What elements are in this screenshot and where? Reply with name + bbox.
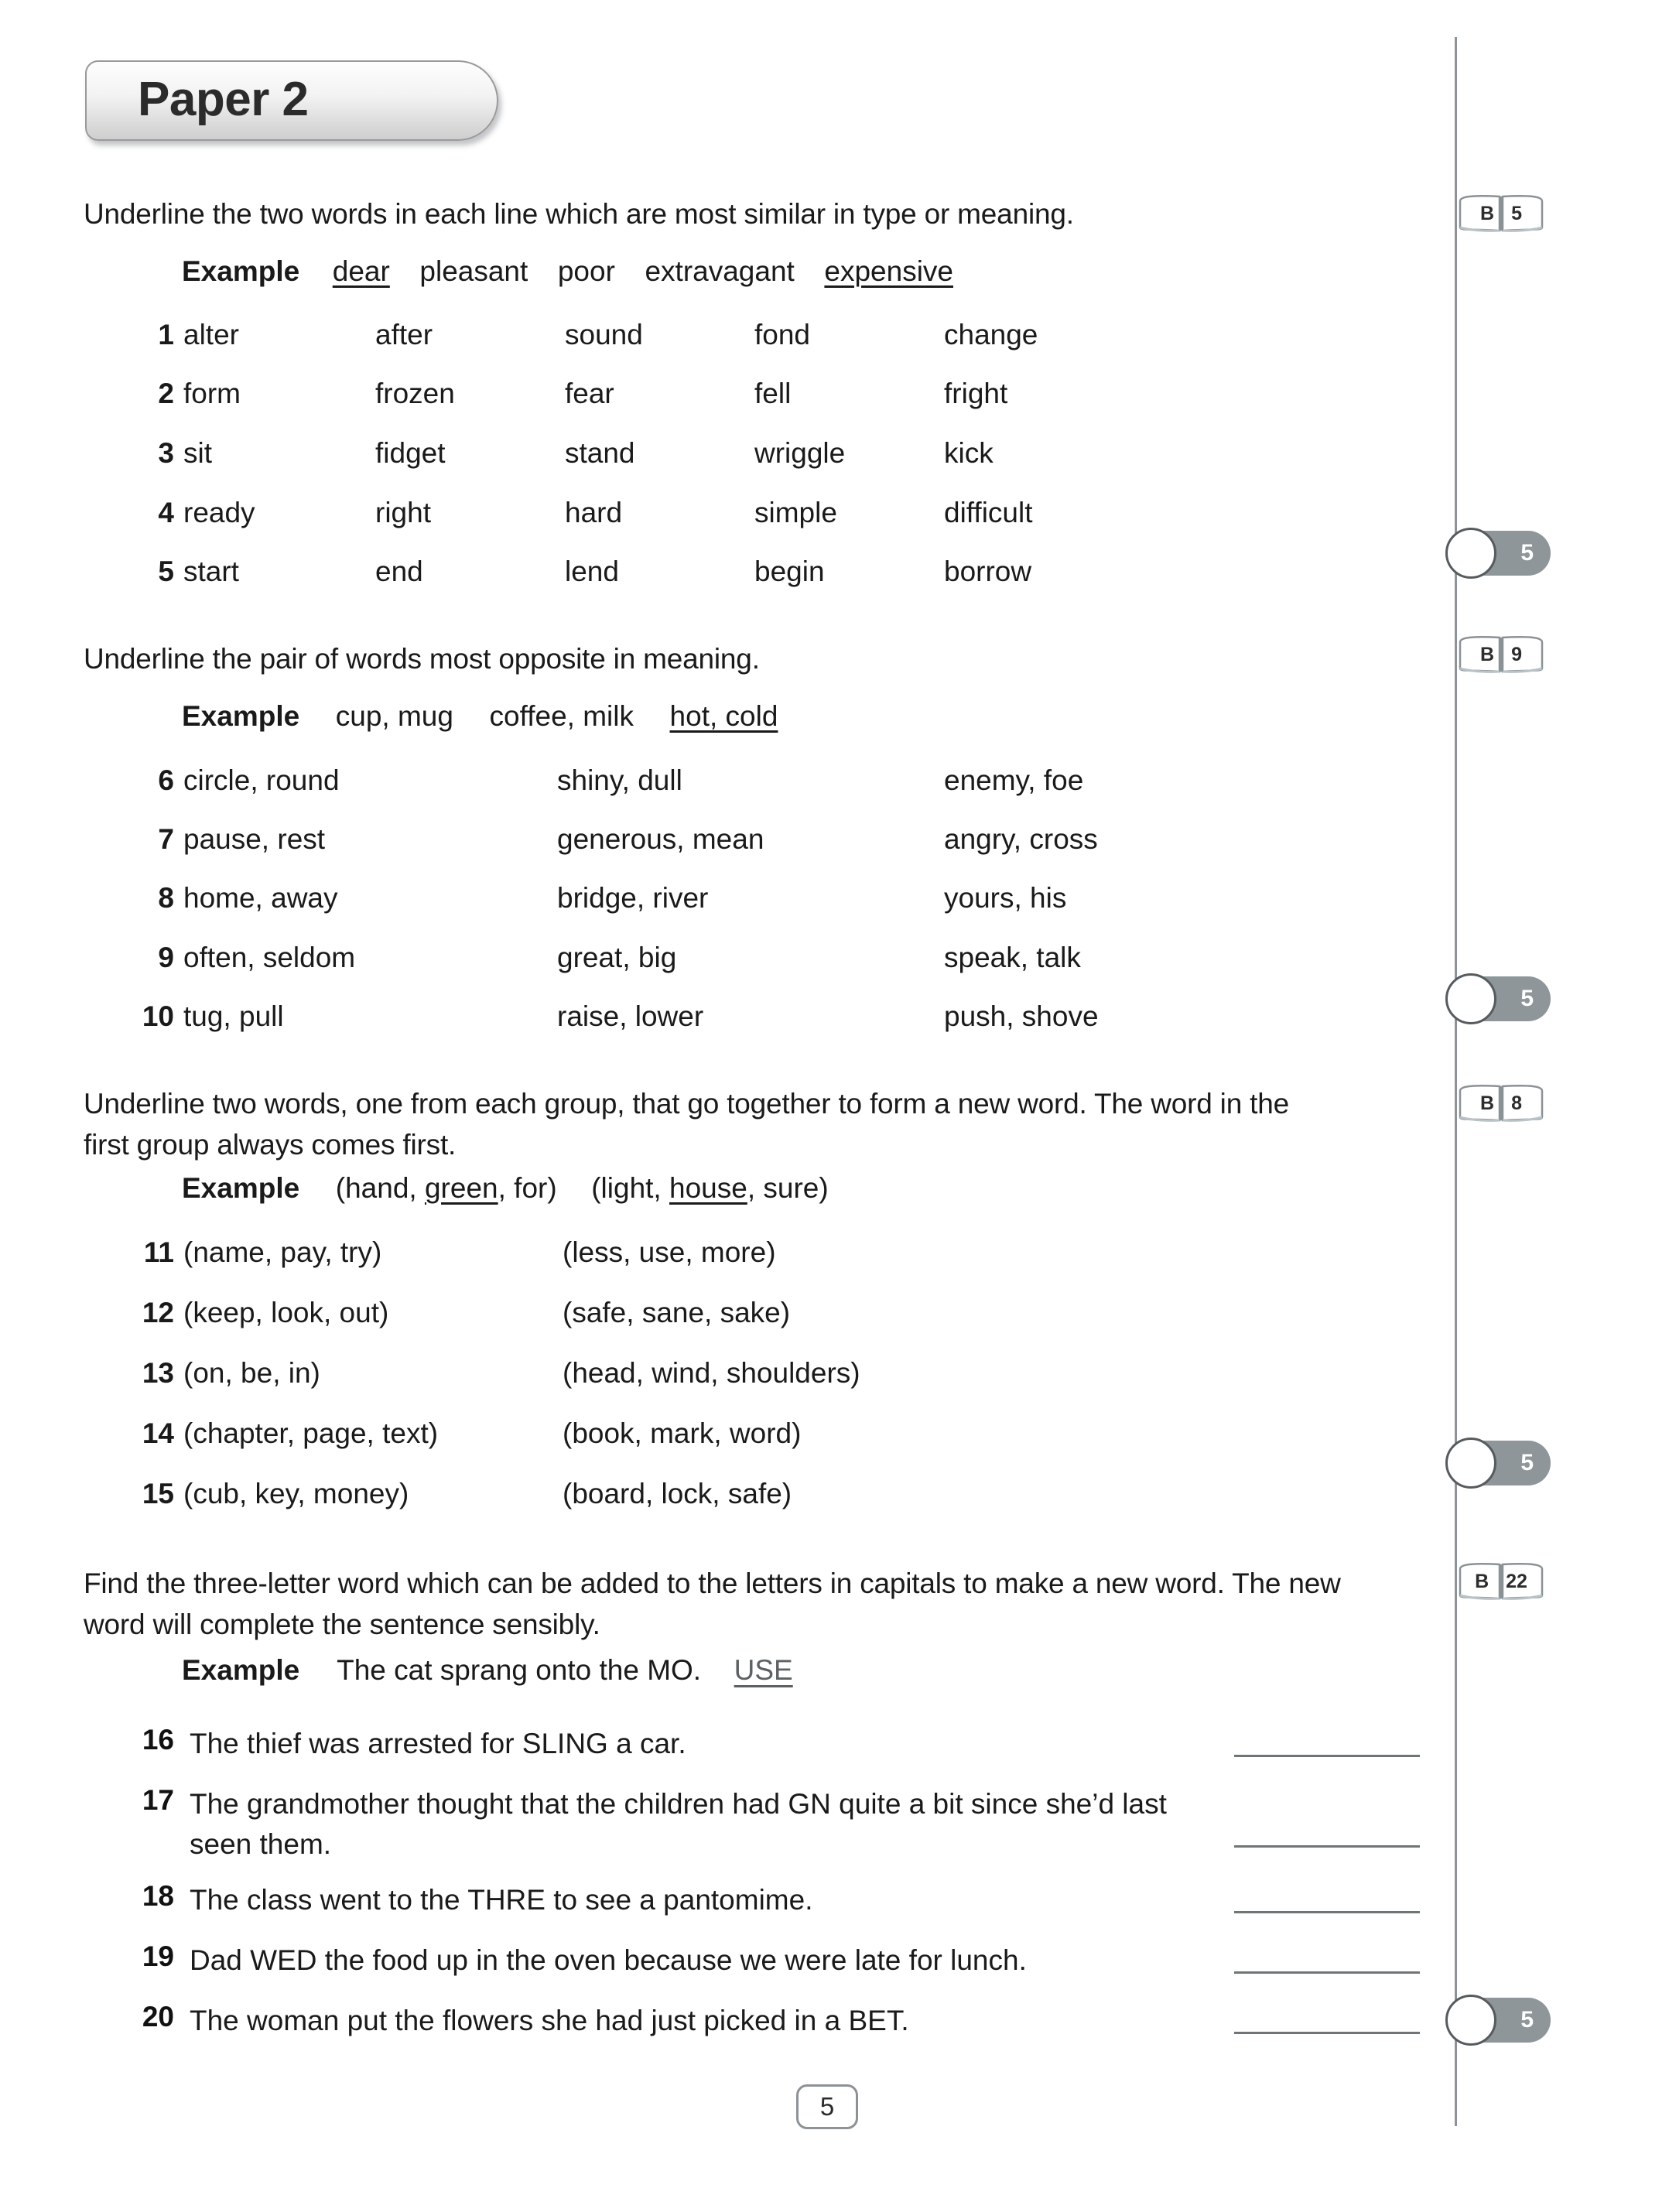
row-cell: stand — [565, 437, 635, 469]
row-cell: often, seldom — [183, 942, 356, 973]
row-cell: ready — [183, 497, 255, 528]
exercise-2-instruction: Underline the pair of words most opposite in meaning. — [84, 643, 760, 675]
row-cell: (chapter, page, text) — [183, 1417, 439, 1449]
book-marker-letter: B — [1475, 1570, 1489, 1592]
example-word: expensive — [824, 255, 953, 287]
score-value: 5 — [1520, 540, 1534, 566]
book-marker-letter: B — [1480, 643, 1495, 665]
row-cell: form — [183, 378, 241, 409]
row-number: 20 — [142, 2001, 174, 2033]
example-word: coffee, milk — [489, 700, 634, 732]
answer-line[interactable] — [1234, 1911, 1420, 1913]
table-row — [128, 942, 1211, 976]
row-cell: sound — [565, 319, 643, 350]
score-value: 5 — [1520, 1450, 1534, 1475]
example-group-2-underlined: house — [669, 1172, 747, 1204]
book-marker-exercise-2 — [1458, 634, 1544, 678]
score-marker-exercise-2 — [1445, 973, 1551, 1024]
example-group-1-underlined: green — [424, 1172, 498, 1204]
example-label: Example — [182, 1172, 300, 1204]
row-cell: wriggle — [754, 437, 846, 469]
book-marker-number: 9 — [1511, 643, 1522, 665]
row-cell: fear — [565, 378, 614, 409]
row-cell: start — [183, 556, 239, 587]
row-cell: frozen — [375, 378, 455, 409]
row-number: 10 — [142, 1000, 174, 1032]
row-number: 1 — [158, 319, 174, 350]
table-row — [128, 1357, 1211, 1391]
answer-line[interactable] — [1234, 1845, 1420, 1848]
paper-tab-label: Paper 2 — [138, 73, 309, 127]
book-marker-number: 8 — [1511, 1092, 1522, 1114]
row-cell: fidget — [375, 437, 446, 469]
row-cell: end — [375, 556, 423, 587]
row-cell: fright — [944, 378, 1008, 409]
table-row — [128, 1297, 1211, 1331]
row-cell: sit — [183, 437, 212, 469]
row-cell: (keep, look, out) — [183, 1297, 389, 1328]
example-word: cup, mug — [335, 700, 453, 732]
row-cell: (less, use, more) — [563, 1236, 776, 1268]
row-number: 7 — [158, 823, 174, 855]
table-row — [128, 764, 1211, 798]
row-cell: (safe, sane, sake) — [563, 1297, 791, 1328]
page-number — [796, 2084, 858, 2129]
row-cell: hard — [565, 497, 623, 528]
book-marker-text — [1458, 1083, 1544, 1123]
question-text: The woman put the flowers she had just picked in a BET. — [190, 2005, 909, 2036]
answer-line[interactable] — [1234, 2032, 1420, 2034]
row-cell: generous, mean — [557, 823, 764, 855]
row-cell: (cub, key, money) — [183, 1478, 409, 1509]
example-label: Example — [182, 700, 300, 732]
example-answer: USE — [734, 1654, 793, 1686]
book-marker-text — [1458, 634, 1544, 675]
exercise-3-example — [182, 1172, 829, 1205]
row-number: 16 — [142, 1724, 174, 1756]
row-cell: borrow — [944, 556, 1032, 587]
question-text: The thief was arrested for SLING a car. — [190, 1728, 686, 1759]
row-cell: right — [375, 497, 431, 528]
table-row — [128, 1478, 1211, 1512]
page-number-value: 5 — [819, 2092, 835, 2121]
row-cell: raise, lower — [557, 1000, 704, 1032]
question-text: The class went to the THRE to see a pantomime. — [190, 1884, 813, 1916]
exercise-4-instruction: Find the three-letter word which can be added to the letters in capitals to make a new word. The new word will complete the sentence sensibly. — [84, 1568, 1341, 1640]
row-cell: (book, mark, word) — [563, 1417, 802, 1449]
table-row — [128, 556, 1211, 590]
example-word: hot, cold — [669, 700, 778, 732]
row-number: 12 — [142, 1297, 174, 1328]
row-cell: enemy, foe — [944, 764, 1084, 796]
table-row — [128, 497, 1211, 531]
row-number: 2 — [158, 378, 174, 409]
example-word: dear — [332, 255, 390, 287]
book-marker-letter: B — [1480, 1092, 1495, 1114]
example-group-1-post: , for) — [498, 1172, 557, 1204]
exercise-2-example — [182, 700, 778, 733]
row-number: 19 — [142, 1940, 174, 1972]
row-cell: lend — [565, 556, 619, 587]
row-number: 9 — [158, 942, 174, 973]
book-marker-text — [1458, 1561, 1544, 1602]
table-row — [128, 378, 1211, 412]
table-row — [128, 823, 1211, 857]
row-number: 13 — [142, 1357, 174, 1389]
row-number: 15 — [142, 1478, 174, 1509]
row-cell: begin — [754, 556, 825, 587]
row-number: 17 — [142, 1784, 174, 1816]
score-circle[interactable] — [1445, 528, 1496, 579]
exercise-1-instruction: Underline the two words in each line which are most similar in type or meaning. — [84, 198, 1074, 230]
row-cell: shiny, dull — [557, 764, 682, 796]
row-number: 5 — [158, 556, 174, 587]
table-row — [128, 1000, 1211, 1034]
row-number: 14 — [142, 1417, 174, 1449]
row-number: 11 — [143, 1236, 174, 1268]
exercise-4-example — [182, 1654, 793, 1687]
example-group-1-pre: (hand, — [335, 1172, 425, 1204]
row-cell: tug, pull — [183, 1000, 284, 1032]
exercise-3-instruction: Underline two words, one from each group, that go together to form a new word. The word in the first group always comes first. — [84, 1088, 1289, 1161]
row-cell: after — [375, 319, 433, 350]
row-cell: speak, talk — [944, 942, 1081, 973]
book-marker-number: 22 — [1506, 1570, 1527, 1592]
row-number: 8 — [158, 882, 174, 914]
score-value: 5 — [1520, 986, 1534, 1011]
table-row — [128, 882, 1211, 916]
row-cell: fell — [754, 378, 792, 409]
table-row — [128, 1417, 1211, 1451]
book-marker-exercise-3 — [1458, 1083, 1544, 1127]
row-cell: (on, be, in) — [183, 1357, 320, 1389]
score-value: 5 — [1520, 2007, 1534, 2033]
row-cell: yours, his — [944, 882, 1067, 914]
book-marker-number: 5 — [1511, 202, 1522, 224]
row-cell: change — [944, 319, 1038, 350]
row-cell: circle, round — [183, 764, 340, 796]
score-circle[interactable] — [1445, 1995, 1496, 2046]
row-cell: pause, rest — [183, 823, 326, 855]
table-row — [128, 1236, 1211, 1270]
example-sentence: The cat sprang onto the MO. — [337, 1654, 702, 1686]
book-marker-exercise-4 — [1458, 1561, 1544, 1605]
row-cell: fond — [754, 319, 811, 350]
row-cell: bridge, river — [557, 882, 709, 914]
row-number: 4 — [158, 497, 174, 528]
row-cell: great, big — [557, 942, 677, 973]
answer-line[interactable] — [1234, 1971, 1420, 1974]
answer-line[interactable] — [1234, 1755, 1420, 1757]
row-number: 3 — [158, 437, 174, 469]
row-cell: home, away — [183, 882, 338, 914]
row-cell: push, shove — [944, 1000, 1099, 1032]
book-marker-text — [1458, 193, 1544, 234]
score-marker-exercise-3 — [1445, 1438, 1551, 1489]
margin-rule — [1455, 37, 1457, 2126]
table-row — [128, 437, 1211, 471]
row-cell: (name, pay, try) — [183, 1236, 382, 1268]
row-number: 18 — [142, 1880, 174, 1912]
row-cell: difficult — [944, 497, 1033, 528]
score-circle[interactable] — [1445, 1438, 1496, 1489]
question-text: The grandmother thought that the children had GN quite a bit since she’d last seen them. — [190, 1788, 1167, 1860]
example-word: pleasant — [419, 255, 528, 287]
score-marker-exercise-4 — [1445, 1995, 1551, 2046]
row-cell: simple — [754, 497, 837, 528]
example-word: poor — [557, 255, 615, 287]
example-word: extravagant — [645, 255, 795, 287]
example-group-2-pre: (light, — [591, 1172, 669, 1204]
row-cell: alter — [183, 319, 239, 350]
table-row — [128, 319, 1211, 353]
example-group-2-post: , sure) — [747, 1172, 829, 1204]
book-marker-letter: B — [1480, 202, 1495, 224]
paper-tab — [85, 60, 498, 141]
row-cell: (head, wind, shoulders) — [563, 1357, 860, 1389]
row-cell: angry, cross — [944, 823, 1098, 855]
exercise-1-example — [182, 255, 953, 288]
score-marker-exercise-1 — [1445, 528, 1551, 579]
example-label: Example — [182, 255, 300, 287]
row-number: 6 — [158, 764, 174, 796]
row-cell: (board, lock, safe) — [563, 1478, 792, 1509]
book-marker-exercise-1 — [1458, 193, 1544, 237]
score-circle[interactable] — [1445, 973, 1496, 1024]
row-cell: kick — [944, 437, 994, 469]
example-label: Example — [182, 1654, 300, 1686]
question-text: Dad WED the food up in the oven because we were late for lunch. — [190, 1944, 1027, 1976]
